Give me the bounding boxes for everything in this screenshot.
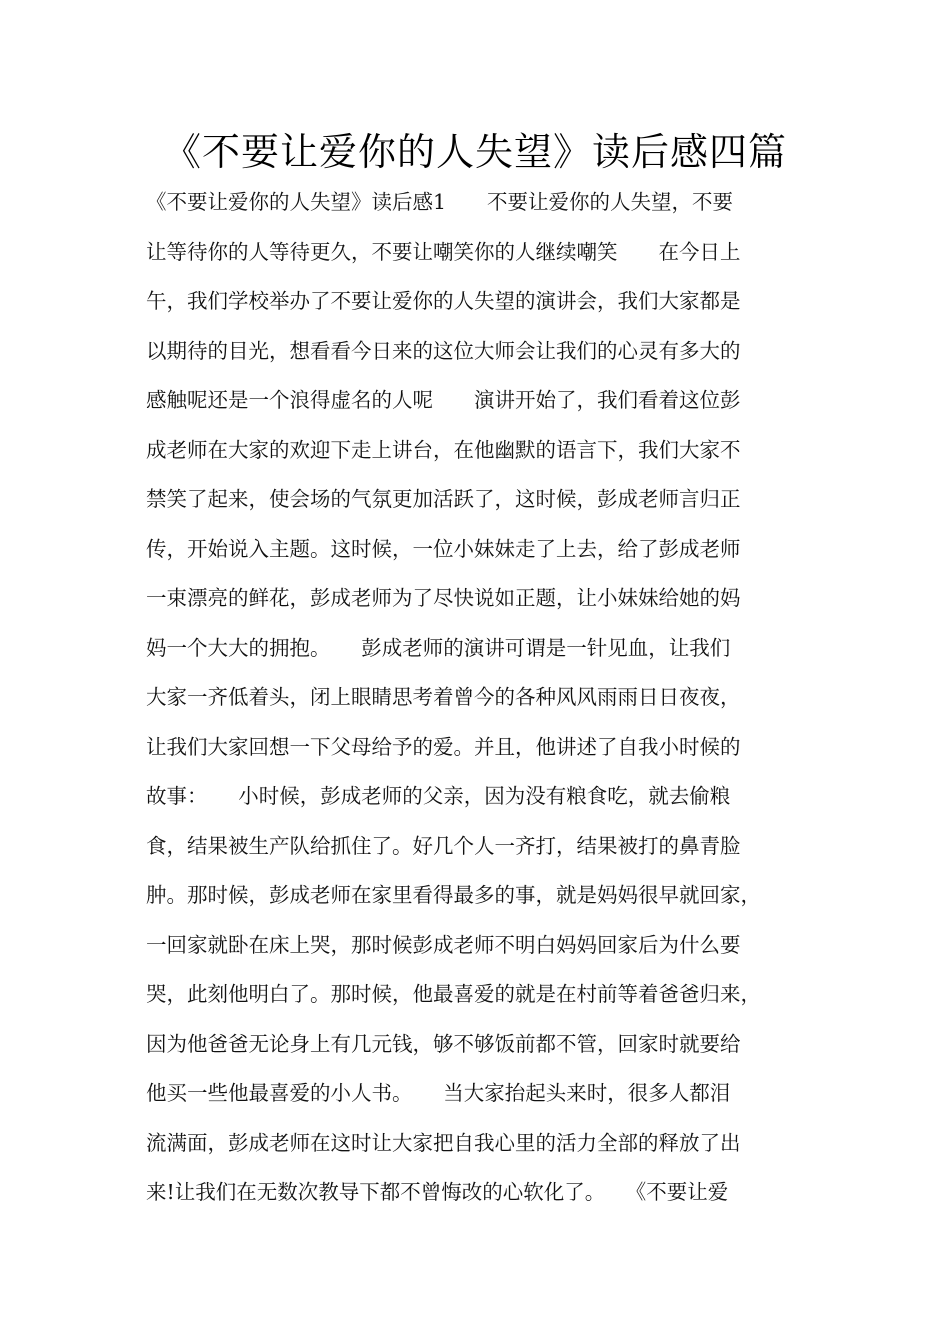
- body-line: 一回家就卧在床上哭，那时候彭成老师不明白妈妈回家后为什么要: [146, 932, 741, 957]
- body-line: 以期待的目光，想看看今日来的这位大师会让我们的心灵有多大的: [146, 338, 741, 363]
- body-line: 大家一齐低着头，闭上眼睛思考着曾今的各种风风雨雨日日夜夜，: [146, 685, 741, 709]
- body-line: 因为他爸爸无论身上有几元钱，够不够饭前都不管，回家时就要给: [146, 1031, 741, 1056]
- body-line: 一束漂亮的鲜花，彭成老师为了尽快说如正题，让小妹妹给她的妈: [146, 586, 741, 610]
- body-line: 他买一些他最喜爱的小人书。 当大家抬起头来时，很多人都泪: [146, 1081, 731, 1105]
- document-body: [146, 178, 826, 1218]
- body-line: 感触呢还是一个浪得虚名的人呢 演讲开始了，我们看着这位彭: [146, 388, 741, 412]
- body-line: 来!让我们在无数次教导下都不曾悔改的心软化了。 《不要让爱: [146, 1180, 729, 1204]
- document-title: 《不要让爱你的人失望》读后感四篇: [162, 130, 787, 174]
- body-line: 《不要让爱你的人失望》读后感1 不要让爱你的人失望，不要: [146, 190, 734, 214]
- body-line: 流满面，彭成老师在这时让大家把自我心里的活力全部的释放了出: [146, 1130, 741, 1155]
- body-line: 哭，此刻他明白了。那时候，他最喜爱的就是在村前等着爸爸归来，: [146, 982, 761, 1006]
- body-line: 让等待你的人等待更久，不要让嘲笑你的人继续嘲笑 在今日上: [146, 239, 741, 264]
- body-line: 成老师在大家的欢迎下走上讲台，在他幽默的语言下，我们大家不: [146, 437, 741, 462]
- body-line: 故事： 小时候，彭成老师的父亲，因为没有粮食吃，就去偷粮: [146, 784, 731, 808]
- body-line: 肿。那时候，彭成老师在家里看得最多的事，就是妈妈很早就回家，: [146, 883, 761, 907]
- body-line: 传，开始说入主题。这时候，一位小妹妹走了上去，给了彭成老师: [146, 536, 741, 561]
- body-line: 午，我们学校举办了不要让爱你的人失望的演讲会，我们大家都是: [146, 289, 741, 313]
- body-line: 食，结果被生产队给抓住了。好几个人一齐打，结果被打的鼻青脸: [146, 833, 741, 858]
- body-line: 让我们大家回想一下父母给予的爱。并且，他讲述了自我小时候的: [146, 734, 741, 759]
- body-line: 禁笑了起来，使会场的气氛更加活跃了，这时候，彭成老师言归正: [146, 487, 741, 511]
- body-line: 妈一个大大的拥抱。 彭成老师的演讲可谓是一针见血，让我们: [146, 635, 731, 660]
